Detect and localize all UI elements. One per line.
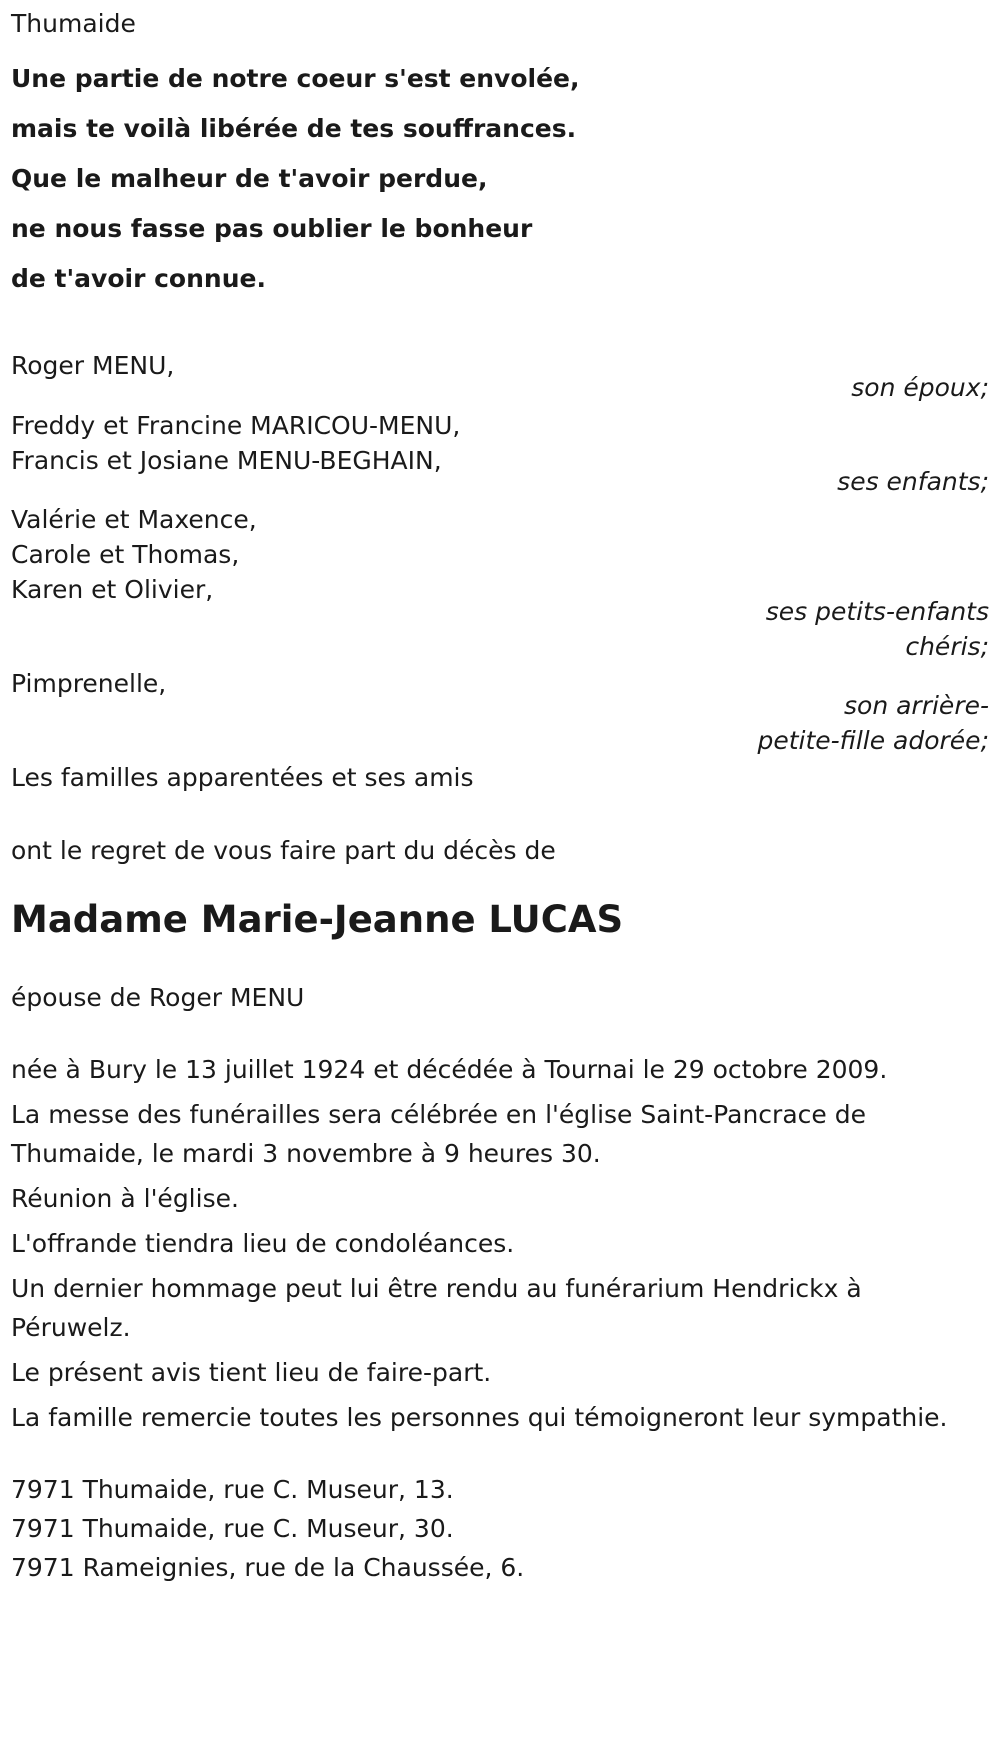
- detail-paragraph: née à Bury le 13 juillet 1924 et décédée à Tournai le 29 octobre 2009.: [11, 1055, 888, 1084]
- family-name: Carole et Thomas,: [11, 540, 240, 569]
- address-line: 7971 Thumaide, rue C. Museur, 30.: [11, 1514, 454, 1543]
- family-role: son arrière-: [844, 691, 989, 720]
- deceased-name: Madame Marie-Jeanne LUCAS: [11, 898, 624, 941]
- family-group-great-grandchild: [11, 664, 989, 760]
- poem-line: mais te voilà libérée de tes souffrances.: [11, 114, 577, 143]
- detail-paragraph: Réunion à l'église.: [11, 1184, 239, 1213]
- funeral-details: [11, 1050, 989, 1437]
- obituary-content: [11, 4, 989, 1587]
- family-role: son époux;: [851, 373, 989, 402]
- family-group-grandchildren: [11, 500, 989, 666]
- poem-line: Que le malheur de t'avoir perdue,: [11, 164, 488, 193]
- addresses: [11, 1470, 989, 1587]
- other-relatives: Les familles apparentées et ses amis: [11, 763, 474, 792]
- address-line: 7971 Thumaide, rue C. Museur, 13.: [11, 1475, 454, 1504]
- detail-paragraph: La messe des funérailles sera célébrée en l'église Saint-Pancrace de Thumaide, le mardi 3 novembre à 9 heures 30.: [11, 1100, 866, 1168]
- family-name: Freddy et Francine MARICOU-MENU,: [11, 411, 461, 440]
- detail-paragraph: L'offrande tiendra lieu de condoléances.: [11, 1229, 515, 1258]
- family-name: Francis et Josiane MENU-BEGHAIN,: [11, 446, 442, 475]
- detail-paragraph: Un dernier hommage peut lui être rendu au funérarium Hendrickx à Péruwelz.: [11, 1274, 862, 1342]
- spouse-line: épouse de Roger MENU: [11, 983, 305, 1012]
- family-group-husband: [11, 346, 989, 407]
- poem: [11, 54, 989, 304]
- poem-line: ne nous fasse pas oublier le bonheur: [11, 214, 533, 243]
- location-header: Thumaide: [11, 9, 136, 38]
- announcement: ont le regret de vous faire part du décès de: [11, 836, 556, 865]
- detail-paragraph: La famille remercie toutes les personnes qui témoigneront leur sympathie.: [11, 1403, 948, 1432]
- family-role: chéris;: [905, 632, 989, 661]
- family-role: ses enfants;: [837, 467, 989, 496]
- family-group-children: [11, 406, 989, 501]
- family-role: petite-fille adorée;: [757, 726, 989, 755]
- family-name: Valérie et Maxence,: [11, 505, 257, 534]
- address-line: 7971 Rameignies, rue de la Chaussée, 6.: [11, 1553, 525, 1582]
- family-name: Pimprenelle,: [11, 669, 167, 698]
- poem-line: Une partie de notre coeur s'est envolée,: [11, 64, 580, 93]
- family-role: ses petits-enfants: [765, 597, 989, 626]
- detail-paragraph: Le présent avis tient lieu de faire-part.: [11, 1358, 492, 1387]
- poem-line: de t'avoir connue.: [11, 264, 266, 293]
- family-name: Karen et Olivier,: [11, 575, 214, 604]
- family-name: Roger MENU,: [11, 351, 175, 380]
